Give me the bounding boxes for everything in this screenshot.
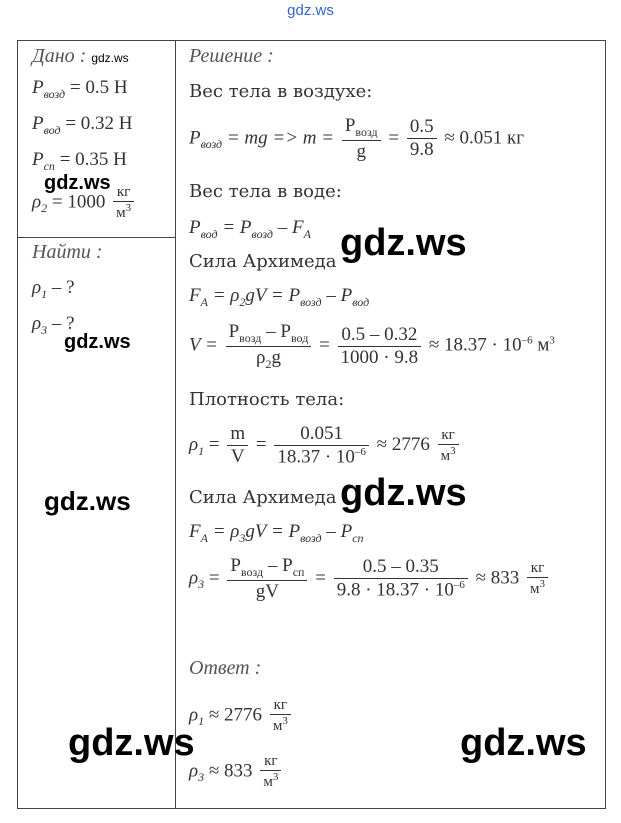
- formula-mass: $P_{возд}$ = mg => m = $\frac{P_{возд}}{g}$ = $\frac{0.5}{9.8}$ ≈ 0.051 кг: [189, 115, 525, 162]
- formula-rho3: $\rho_3$ = $\frac{P_{возд} - P_{сп}}{gV}$ = $\frac{0.5 - 0.35}{9.8 \cdot 18.37 \cdot 10^{-6}}$ ≈ 833 $\frac{кг}{м^3}$: [189, 555, 551, 603]
- step-weight-air-title: Вес тела в воздухе:: [189, 81, 373, 102]
- watermark-7: gdz.ws: [460, 722, 587, 764]
- symbol-p: P: [32, 77, 44, 98]
- value: = 0.35 Н: [59, 149, 127, 170]
- answer-header: Ответ :: [189, 657, 262, 679]
- given-find-divider: [18, 237, 175, 238]
- find-rho1: $\rho_1$ – ?: [32, 277, 75, 301]
- formula-weight-water: $P_{вод} = P_{возд} - F_A$: [189, 217, 311, 241]
- formula-rho1: $\rho_1$ = $\frac{m}{V}$ = $\frac{0.051}{18.37 \cdot 10^{-6}}$ ≈ 2776 $\frac{кг}{м^3}$: [189, 423, 462, 468]
- solution-header: Решение :: [189, 45, 274, 67]
- formula-archimedes: $F_A = \rho_2gV = P_{возд} - P_{вод}$: [189, 285, 370, 309]
- unit-numerator: кг: [113, 184, 134, 202]
- unit-fraction: [113, 184, 134, 222]
- watermark-4: gdz.ws: [44, 486, 131, 516]
- given-header-watermark: gdz.ws: [91, 51, 129, 65]
- symbol-rho: ρ: [32, 191, 42, 213]
- solution-sheet: [17, 40, 606, 809]
- given-p-vozd: [32, 77, 128, 102]
- watermark-2: gdz.ws: [340, 222, 467, 264]
- formula-archimedes2: $F_A = \rho_3gV = P_{возд} - P_{сп}$: [189, 521, 364, 545]
- watermark-6: gdz.ws: [68, 722, 195, 764]
- watermark-5: gdz.ws: [340, 472, 467, 514]
- watermark-top-link[interactable]: gdz.ws: [287, 2, 334, 19]
- find-rho3: $\rho_3$ – ?: [32, 313, 75, 337]
- value: = 0.5 Н: [69, 77, 128, 98]
- subscript: вод: [43, 122, 61, 137]
- given-p-vod: [32, 113, 133, 138]
- value: = 1000: [51, 191, 106, 213]
- answer-rho3: $\rho_3 \approx 833$ $\frac{кг}{м^3}$: [189, 753, 284, 791]
- watermark-1: gdz.ws: [44, 172, 111, 194]
- watermark-3: gdz.ws: [64, 331, 131, 353]
- value: = 0.32 Н: [65, 113, 133, 134]
- given-header-text: Дано :: [32, 45, 87, 67]
- step-density-title: Плотность тела:: [189, 389, 345, 410]
- step-weight-water-title: Вес тела в воде:: [189, 181, 342, 202]
- given-header: [32, 45, 129, 68]
- find-header: Найти :: [32, 241, 103, 263]
- subscript: сп: [43, 158, 55, 173]
- step-archimedes2-title: Сила Архимеда: [189, 487, 337, 508]
- formula-volume: V = $\frac{P_{возд} - P_{вод}}{\rho_2g}$ = $\frac{0.5 - 0.32}{1000 \cdot 9.8}$ ≈ $18.37 \cdot 10^{-6}$ $м^3$: [189, 321, 555, 371]
- subscript: возд: [43, 86, 66, 101]
- step-archimedes-title: Сила Архимеда: [189, 251, 337, 272]
- subscript: 2: [41, 201, 48, 216]
- unit-denominator: $м^3$: [116, 202, 132, 221]
- column-divider: [175, 41, 176, 808]
- given-p-sp: [32, 149, 127, 174]
- symbol-p: P: [32, 113, 44, 134]
- answer-rho1: $\rho_1 \approx 2776$ $\frac{кг}{м^3}$: [189, 697, 294, 735]
- symbol-p: P: [32, 149, 44, 170]
